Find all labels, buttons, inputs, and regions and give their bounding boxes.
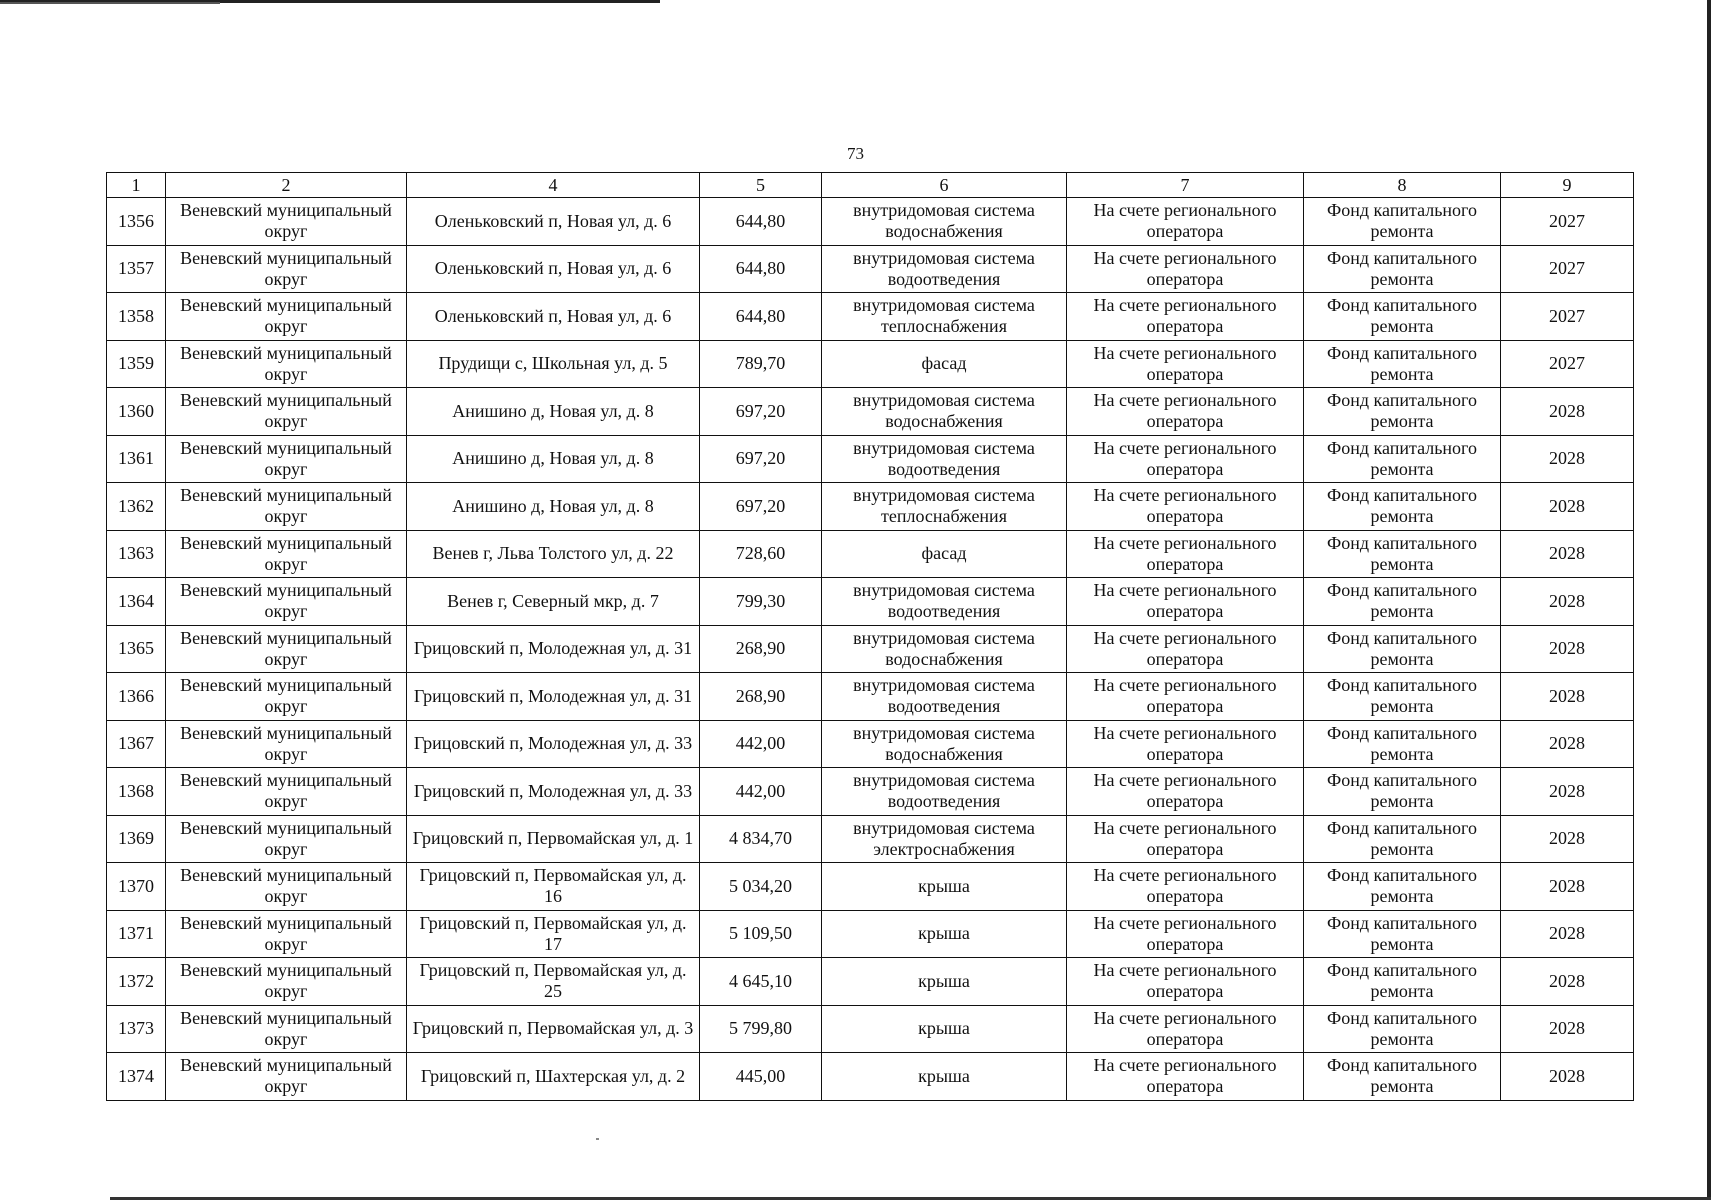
address-cell: Грицовский п, Первомайская ул, д. 17 [407,910,700,958]
table-row [107,245,1634,293]
district-cell: Веневский муниципальный округ [166,388,407,436]
table-row [107,958,1634,1006]
district-cell: Веневский муниципальный округ [166,673,407,721]
fund-location-cell: На счете регионального оператора [1067,625,1304,673]
work-type-cell: внутридомовая система водоотведения [822,578,1067,626]
funding-source-cell: Фонд капитального ремонта [1304,1053,1501,1101]
funding-source-cell: Фонд капитального ремонта [1304,815,1501,863]
table-row [107,720,1634,768]
district-cell: Веневский муниципальный округ [166,768,407,816]
work-type-cell: внутридомовая система водоотведения [822,435,1067,483]
funding-source-cell: Фонд капитального ремонта [1304,720,1501,768]
year-cell: 2028 [1501,483,1634,531]
row-number-cell: 1358 [107,293,166,341]
table-row [107,435,1634,483]
funding-source-cell: Фонд капитального ремонта [1304,435,1501,483]
fund-location-cell: На счете регионального оператора [1067,815,1304,863]
page-number: 73 [847,144,864,163]
address-cell: Грицовский п, Молодежная ул, д. 33 [407,720,700,768]
work-type-cell: внутридомовая система теплоснабжения [822,483,1067,531]
table-row [107,910,1634,958]
funding-source-cell: Фонд капитального ремонта [1304,625,1501,673]
row-number-cell: 1366 [107,673,166,721]
row-number-cell: 1367 [107,720,166,768]
row-number-cell: 1362 [107,483,166,531]
area-cell: 789,70 [700,340,822,388]
fund-location-cell: На счете регионального оператора [1067,863,1304,911]
fund-location-cell: На счете регионального оператора [1067,910,1304,958]
year-cell: 2028 [1501,768,1634,816]
work-type-cell: внутридомовая система водоснабжения [822,198,1067,246]
row-number-cell: 1365 [107,625,166,673]
area-cell: 268,90 [700,673,822,721]
area-cell: 697,20 [700,483,822,531]
district-cell: Веневский муниципальный округ [166,245,407,293]
row-number-cell: 1369 [107,815,166,863]
column-header: 1 [107,173,166,198]
work-type-cell: внутридомовая система водоснабжения [822,388,1067,436]
funding-source-cell: Фонд капитального ремонта [1304,340,1501,388]
fund-location-cell: На счете регионального оператора [1067,340,1304,388]
funding-source-cell: Фонд капитального ремонта [1304,958,1501,1006]
address-cell: Грицовский п, Первомайская ул, д. 1 [407,815,700,863]
table-row [107,863,1634,911]
funding-source-cell: Фонд капитального ремонта [1304,198,1501,246]
year-cell: 2027 [1501,198,1634,246]
funding-source-cell: Фонд капитального ремонта [1304,530,1501,578]
funding-source-cell: Фонд капитального ремонта [1304,768,1501,816]
area-cell: 5 109,50 [700,910,822,958]
area-cell: 644,80 [700,293,822,341]
table-row [107,293,1634,341]
year-cell: 2028 [1501,388,1634,436]
district-cell: Веневский муниципальный округ [166,1005,407,1053]
address-cell: Оленьковский п, Новая ул, д. 6 [407,245,700,293]
table-row [107,388,1634,436]
address-cell: Прудищи с, Школьная ул, д. 5 [407,340,700,388]
funding-source-cell: Фонд капитального ремонта [1304,388,1501,436]
year-cell: 2028 [1501,720,1634,768]
fund-location-cell: На счете регионального оператора [1067,578,1304,626]
table-row [107,530,1634,578]
table-body [107,198,1634,1101]
column-header: 4 [407,173,700,198]
row-number-cell: 1372 [107,958,166,1006]
area-cell: 4 645,10 [700,958,822,1006]
work-type-cell: внутридомовая система водоотведения [822,768,1067,816]
area-cell: 268,90 [700,625,822,673]
district-cell: Веневский муниципальный округ [166,483,407,531]
address-cell: Грицовский п, Первомайская ул, д. 3 [407,1005,700,1053]
year-cell: 2028 [1501,578,1634,626]
row-number-cell: 1363 [107,530,166,578]
address-cell: Венев г, Северный мкр, д. 7 [407,578,700,626]
fund-location-cell: На счете регионального оператора [1067,388,1304,436]
address-cell: Грицовский п, Первомайская ул, д. 16 [407,863,700,911]
table-row [107,768,1634,816]
row-number-cell: 1357 [107,245,166,293]
row-number-cell: 1371 [107,910,166,958]
fund-location-cell: На счете регионального оператора [1067,293,1304,341]
district-cell: Веневский муниципальный округ [166,530,407,578]
work-type-cell: внутридомовая система водоотведения [822,245,1067,293]
year-cell: 2028 [1501,910,1634,958]
address-cell: Грицовский п, Молодежная ул, д. 33 [407,768,700,816]
work-type-cell: внутридомовая система водоснабжения [822,720,1067,768]
column-header: 6 [822,173,1067,198]
funding-source-cell: Фонд капитального ремонта [1304,293,1501,341]
year-cell: 2028 [1501,673,1634,721]
scan-edge-line [1707,0,1711,1200]
district-cell: Веневский муниципальный округ [166,958,407,1006]
table-row [107,578,1634,626]
year-cell: 2027 [1501,340,1634,388]
address-cell: Оленьковский п, Новая ул, д. 6 [407,293,700,341]
row-number-cell: 1370 [107,863,166,911]
scan-edge-line [0,2,220,4]
address-cell: Грицовский п, Молодежная ул, д. 31 [407,625,700,673]
funding-source-cell: Фонд капитального ремонта [1304,910,1501,958]
row-number-cell: 1356 [107,198,166,246]
row-number-cell: 1373 [107,1005,166,1053]
row-number-cell: 1368 [107,768,166,816]
table-row [107,483,1634,531]
area-cell: 442,00 [700,720,822,768]
fund-location-cell: На счете регионального оператора [1067,768,1304,816]
year-cell: 2027 [1501,245,1634,293]
address-cell: Анишино д, Новая ул, д. 8 [407,483,700,531]
capital-repair-table [106,172,1634,1101]
column-header: 9 [1501,173,1634,198]
work-type-cell: внутридомовая система водоотведения [822,673,1067,721]
funding-source-cell: Фонд капитального ремонта [1304,1005,1501,1053]
row-number-cell: 1359 [107,340,166,388]
table-row [107,340,1634,388]
funding-source-cell: Фонд капитального ремонта [1304,578,1501,626]
funding-source-cell: Фонд капитального ремонта [1304,483,1501,531]
area-cell: 644,80 [700,245,822,293]
year-cell: 2028 [1501,815,1634,863]
area-cell: 5 799,80 [700,1005,822,1053]
table-row [107,198,1634,246]
work-type-cell: фасад [822,340,1067,388]
work-type-cell: крыша [822,863,1067,911]
funding-source-cell: Фонд капитального ремонта [1304,245,1501,293]
district-cell: Веневский муниципальный округ [166,198,407,246]
fund-location-cell: На счете регионального оператора [1067,1053,1304,1101]
year-cell: 2028 [1501,958,1634,1006]
district-cell: Веневский муниципальный округ [166,625,407,673]
address-cell: Оленьковский п, Новая ул, д. 6 [407,198,700,246]
work-type-cell: внутридомовая система теплоснабжения [822,293,1067,341]
work-type-cell: внутридомовая система водоснабжения [822,625,1067,673]
fund-location-cell: На счете регионального оператора [1067,483,1304,531]
scan-speck [596,1138,599,1140]
district-cell: Веневский муниципальный округ [166,293,407,341]
row-number-cell: 1374 [107,1053,166,1101]
area-cell: 4 834,70 [700,815,822,863]
district-cell: Веневский муниципальный округ [166,863,407,911]
year-cell: 2028 [1501,625,1634,673]
fund-location-cell: На счете регионального оператора [1067,958,1304,1006]
work-type-cell: внутридомовая система электроснабжения [822,815,1067,863]
column-header: 2 [166,173,407,198]
table-row [107,1005,1634,1053]
header-row [107,173,1634,198]
district-cell: Веневский муниципальный округ [166,578,407,626]
area-cell: 728,60 [700,530,822,578]
address-cell: Грицовский п, Молодежная ул, д. 31 [407,673,700,721]
fund-location-cell: На счете регионального оператора [1067,198,1304,246]
work-type-cell: фасад [822,530,1067,578]
fund-location-cell: На счете регионального оператора [1067,673,1304,721]
district-cell: Веневский муниципальный округ [166,340,407,388]
year-cell: 2028 [1501,863,1634,911]
area-cell: 799,30 [700,578,822,626]
address-cell: Грицовский п, Первомайская ул, д. 25 [407,958,700,1006]
fund-location-cell: На счете регионального оператора [1067,435,1304,483]
work-type-cell: крыша [822,958,1067,1006]
row-number-cell: 1360 [107,388,166,436]
address-cell: Грицовский п, Шахтерская ул, д. 2 [407,1053,700,1101]
district-cell: Веневский муниципальный округ [166,815,407,863]
address-cell: Анишино д, Новая ул, д. 8 [407,435,700,483]
funding-source-cell: Фонд капитального ремонта [1304,863,1501,911]
funding-source-cell: Фонд капитального ремонта [1304,673,1501,721]
fund-location-cell: На счете регионального оператора [1067,530,1304,578]
year-cell: 2028 [1501,435,1634,483]
column-header: 7 [1067,173,1304,198]
column-header: 8 [1304,173,1501,198]
column-header: 5 [700,173,822,198]
table-row [107,815,1634,863]
district-cell: Веневский муниципальный округ [166,910,407,958]
year-cell: 2027 [1501,293,1634,341]
table-row [107,625,1634,673]
work-type-cell: крыша [822,910,1067,958]
area-cell: 5 034,20 [700,863,822,911]
area-cell: 644,80 [700,198,822,246]
address-cell: Венев г, Льва Толстого ул, д. 22 [407,530,700,578]
work-type-cell: крыша [822,1005,1067,1053]
district-cell: Веневский муниципальный округ [166,1053,407,1101]
fund-location-cell: На счете регионального оператора [1067,720,1304,768]
area-cell: 445,00 [700,1053,822,1101]
year-cell: 2028 [1501,1053,1634,1101]
table-row [107,673,1634,721]
year-cell: 2028 [1501,1005,1634,1053]
district-cell: Веневский муниципальный округ [166,435,407,483]
work-type-cell: крыша [822,1053,1067,1101]
fund-location-cell: На счете регионального оператора [1067,245,1304,293]
district-cell: Веневский муниципальный округ [166,720,407,768]
address-cell: Анишино д, Новая ул, д. 8 [407,388,700,436]
area-cell: 697,20 [700,388,822,436]
year-cell: 2028 [1501,530,1634,578]
row-number-cell: 1361 [107,435,166,483]
row-number-cell: 1364 [107,578,166,626]
area-cell: 697,20 [700,435,822,483]
fund-location-cell: На счете регионального оператора [1067,1005,1304,1053]
area-cell: 442,00 [700,768,822,816]
table-row [107,1053,1634,1101]
